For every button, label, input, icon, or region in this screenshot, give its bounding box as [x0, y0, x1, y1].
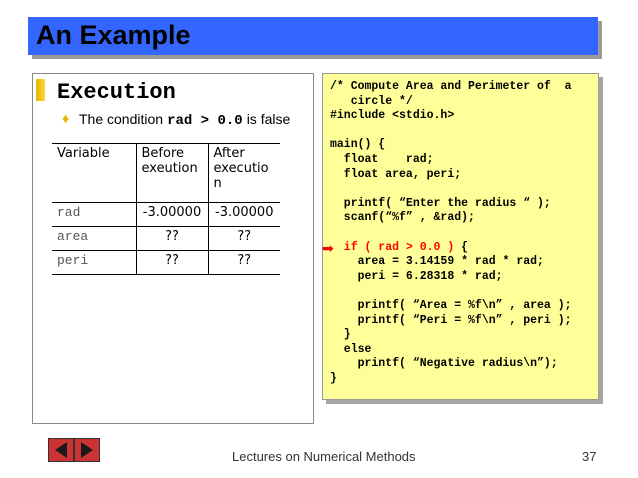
code-line: float area, peri;	[330, 167, 462, 181]
code-line: circle */	[330, 94, 413, 108]
code-line: }	[330, 328, 351, 342]
row-after: ??	[208, 251, 280, 275]
code-line	[330, 284, 572, 299]
condition-code: rad > 0.0	[167, 113, 243, 129]
pointing-hand-icon: ➡	[322, 241, 334, 257]
variable-table	[52, 143, 280, 275]
row-after: ??	[208, 227, 280, 251]
code-line: printf( “Negative radius\n”);	[330, 357, 558, 371]
header-variable: Variable	[52, 144, 136, 203]
code-line: printf( “Enter the radius “ );	[330, 196, 551, 210]
row-var: rad	[52, 203, 136, 227]
page-number: 37	[582, 449, 597, 464]
table-row	[52, 227, 280, 251]
table-row	[52, 203, 280, 227]
row-var: peri	[52, 251, 136, 275]
condition-line	[79, 111, 290, 129]
code-line	[330, 226, 572, 241]
condition-prefix: The condition	[79, 111, 164, 127]
row-before: ??	[136, 251, 208, 275]
next-arrow-icon[interactable]	[74, 438, 100, 462]
code-line: }	[330, 371, 337, 385]
code-line: main() {	[330, 138, 386, 152]
condition-suffix: is false	[246, 111, 291, 127]
square-bullet-icon	[36, 79, 45, 101]
highlighted-brace: {	[454, 240, 469, 254]
code-line: area = 3.14159 * rad * rad;	[330, 255, 544, 269]
execution-heading: Execution	[57, 80, 176, 105]
code-line: #include <stdio.h>	[330, 109, 455, 123]
prev-arrow-icon[interactable]	[48, 438, 74, 462]
code-line: scanf(“%f” , &rad);	[330, 211, 475, 225]
row-after: -3.00000	[208, 203, 280, 227]
table-header-row	[52, 144, 280, 203]
header-before: Before exeution	[136, 144, 208, 203]
code-line	[330, 124, 572, 139]
diamond-bullet-icon: ♦	[62, 110, 70, 126]
row-before: ??	[136, 227, 208, 251]
table-row	[52, 251, 280, 275]
code-line: printf( “Area = %f\n” , area );	[330, 298, 572, 312]
page-title: An Example	[36, 20, 191, 50]
code-line	[330, 182, 572, 197]
title-bar	[28, 17, 598, 55]
code-line: peri = 6.28318 * rad;	[330, 269, 503, 283]
code-line-highlighted	[330, 241, 572, 256]
code-listing	[330, 80, 572, 386]
code-line: else	[330, 342, 372, 356]
footer-text: Lectures on Numerical Methods	[232, 449, 416, 464]
code-line: printf( “Peri = %f\n” , peri );	[330, 313, 572, 327]
highlighted-condition: if ( rad > 0.0 )	[330, 240, 455, 254]
header-after: After executio n	[208, 144, 280, 203]
row-before: -3.00000	[136, 203, 208, 227]
row-var: area	[52, 227, 136, 251]
code-line: /* Compute Area and Perimeter of a	[330, 80, 572, 93]
code-line: float rad;	[330, 152, 434, 166]
